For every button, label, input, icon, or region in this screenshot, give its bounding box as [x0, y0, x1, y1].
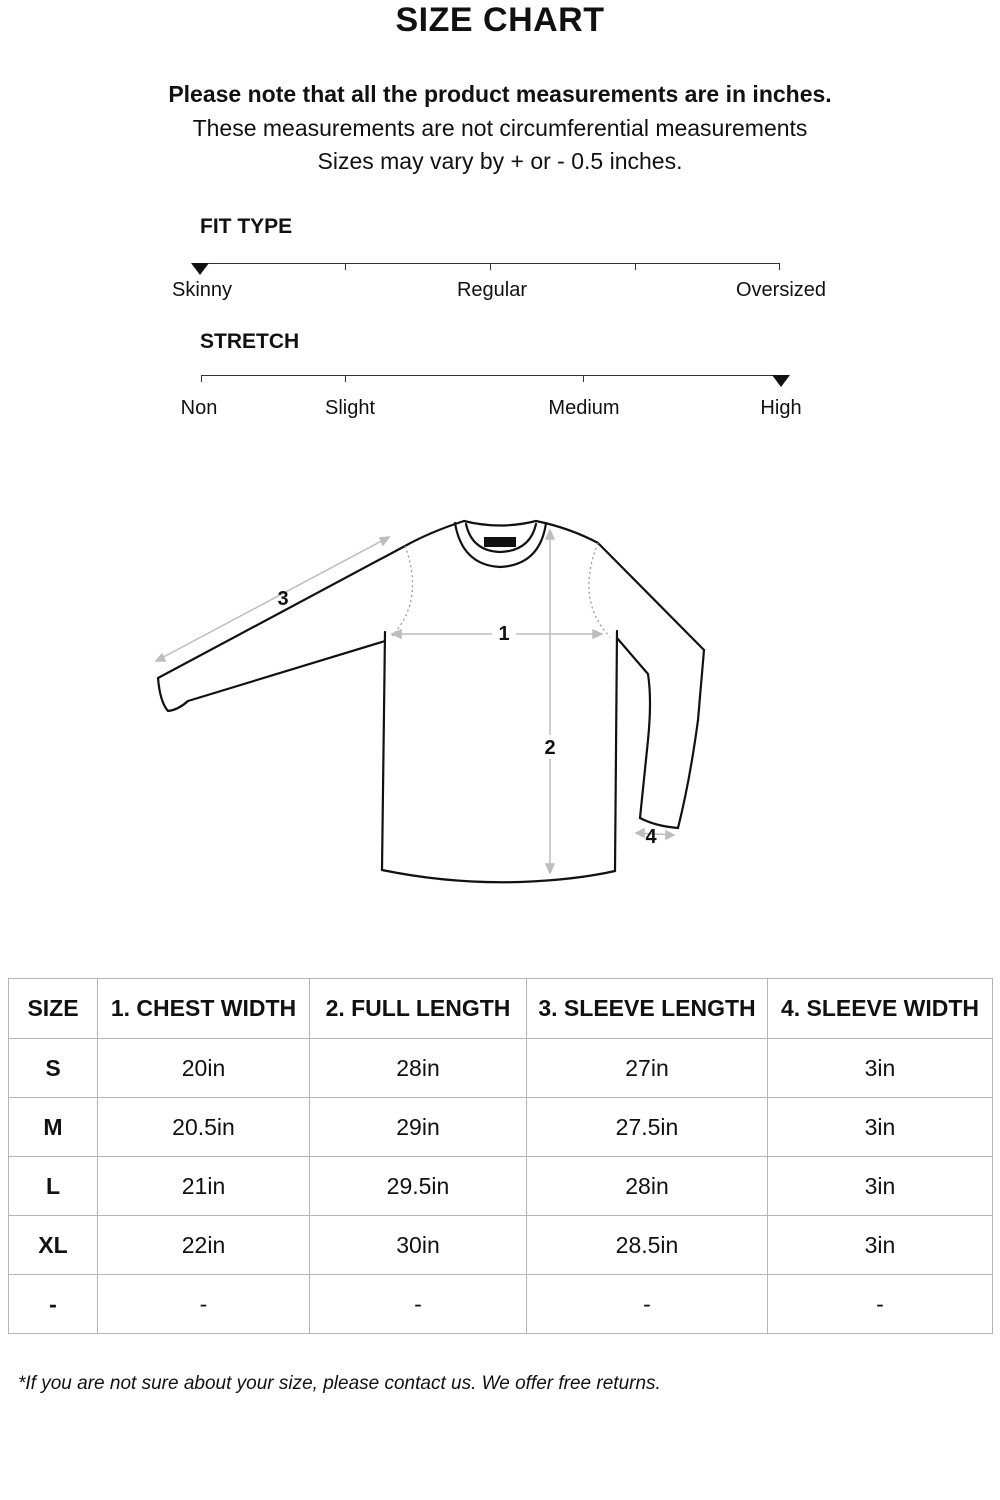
sleeve-length-cell: 28in: [527, 1157, 768, 1216]
stretch-title: STRETCH: [200, 330, 300, 353]
stretch-marker-icon: [772, 375, 790, 387]
header-size: SIZE: [9, 979, 98, 1039]
shirt-diagram: [140, 505, 720, 895]
sleeve-length-cell: 28.5in: [527, 1216, 768, 1275]
sleeve-length-cell: -: [527, 1275, 768, 1334]
fit-type-tick: [779, 263, 780, 270]
stretch-tick: [345, 375, 346, 382]
fit-type-label-oversized: Oversized: [735, 279, 827, 301]
fit-type-marker-icon: [191, 263, 209, 275]
stretch-tick: [201, 375, 202, 382]
fit-type-label-regular: Regular: [456, 279, 528, 301]
circumference-note: These measurements are not circumferential measurements: [192, 115, 808, 141]
fit-type-title: FIT TYPE: [200, 215, 293, 238]
stretch-tick: [583, 375, 584, 382]
chest-width-cell: -: [98, 1275, 310, 1334]
size-cell: M: [9, 1098, 98, 1157]
table-row: [9, 1157, 993, 1216]
sleeve-width-cell: -: [768, 1275, 993, 1334]
sleeve-length-cell: 27in: [527, 1039, 768, 1098]
header-full-length: 2. FULL LENGTH: [310, 979, 527, 1039]
header-chest-width: 1. CHEST WIDTH: [98, 979, 310, 1039]
callout-chest: 1: [498, 623, 510, 645]
fit-type-tick: [635, 263, 636, 270]
table-row: [9, 1216, 993, 1275]
full-length-cell: 29in: [310, 1098, 527, 1157]
full-length-cell: 29.5in: [310, 1157, 527, 1216]
stretch-label-high: High: [760, 397, 802, 419]
full-length-cell: 28in: [310, 1039, 527, 1098]
measurement-arrows: [156, 530, 674, 873]
size-cell: S: [9, 1039, 98, 1098]
table-row: [9, 1098, 993, 1157]
variance-note: Sizes may vary by + or - 0.5 inches.: [317, 148, 683, 174]
measurement-note: Please note that all the product measurements are in inches.: [168, 81, 832, 107]
stretch-label-medium: Medium: [548, 397, 620, 419]
full-length-cell: 30in: [310, 1216, 527, 1275]
size-table: [8, 978, 993, 1334]
sleeve-width-cell: 3in: [768, 1157, 993, 1216]
chest-width-cell: 22in: [98, 1216, 310, 1275]
size-cell: L: [9, 1157, 98, 1216]
callout-length: 2: [544, 737, 556, 759]
neck-label: [484, 537, 516, 547]
sleeve-length-cell: 27.5in: [527, 1098, 768, 1157]
callout-sleeve-width: 4: [645, 826, 657, 848]
size-cell: XL: [9, 1216, 98, 1275]
size-cell: -: [9, 1275, 98, 1334]
fit-type-label-skinny: Skinny: [171, 279, 233, 301]
sleeve-width-cell: 3in: [768, 1098, 993, 1157]
table-header-row: [9, 979, 993, 1039]
shirt-outline: [158, 521, 704, 882]
full-length-cell: -: [310, 1275, 527, 1334]
stretch-label-non: Non: [180, 397, 218, 419]
chest-width-cell: 20in: [98, 1039, 310, 1098]
chest-width-cell: 20.5in: [98, 1098, 310, 1157]
page-title: SIZE CHART: [395, 1, 605, 39]
header-sleeve-width: 4. SLEEVE WIDTH: [768, 979, 993, 1039]
fit-type-tick: [490, 263, 491, 270]
chest-width-cell: 21in: [98, 1157, 310, 1216]
stretch-label-slight: Slight: [324, 397, 376, 419]
table-row: [9, 1275, 993, 1334]
stretch-line: [201, 375, 780, 376]
table-row: [9, 1039, 993, 1098]
header-sleeve-length: 3. SLEEVE LENGTH: [527, 979, 768, 1039]
sleeve-width-cell: 3in: [768, 1039, 993, 1098]
sleeve-width-cell: 3in: [768, 1216, 993, 1275]
fit-type-tick: [345, 263, 346, 270]
footnote: *If you are not sure about your size, please contact us. We offer free returns.: [18, 1373, 661, 1394]
callout-sleeve-length: 3: [277, 588, 289, 610]
